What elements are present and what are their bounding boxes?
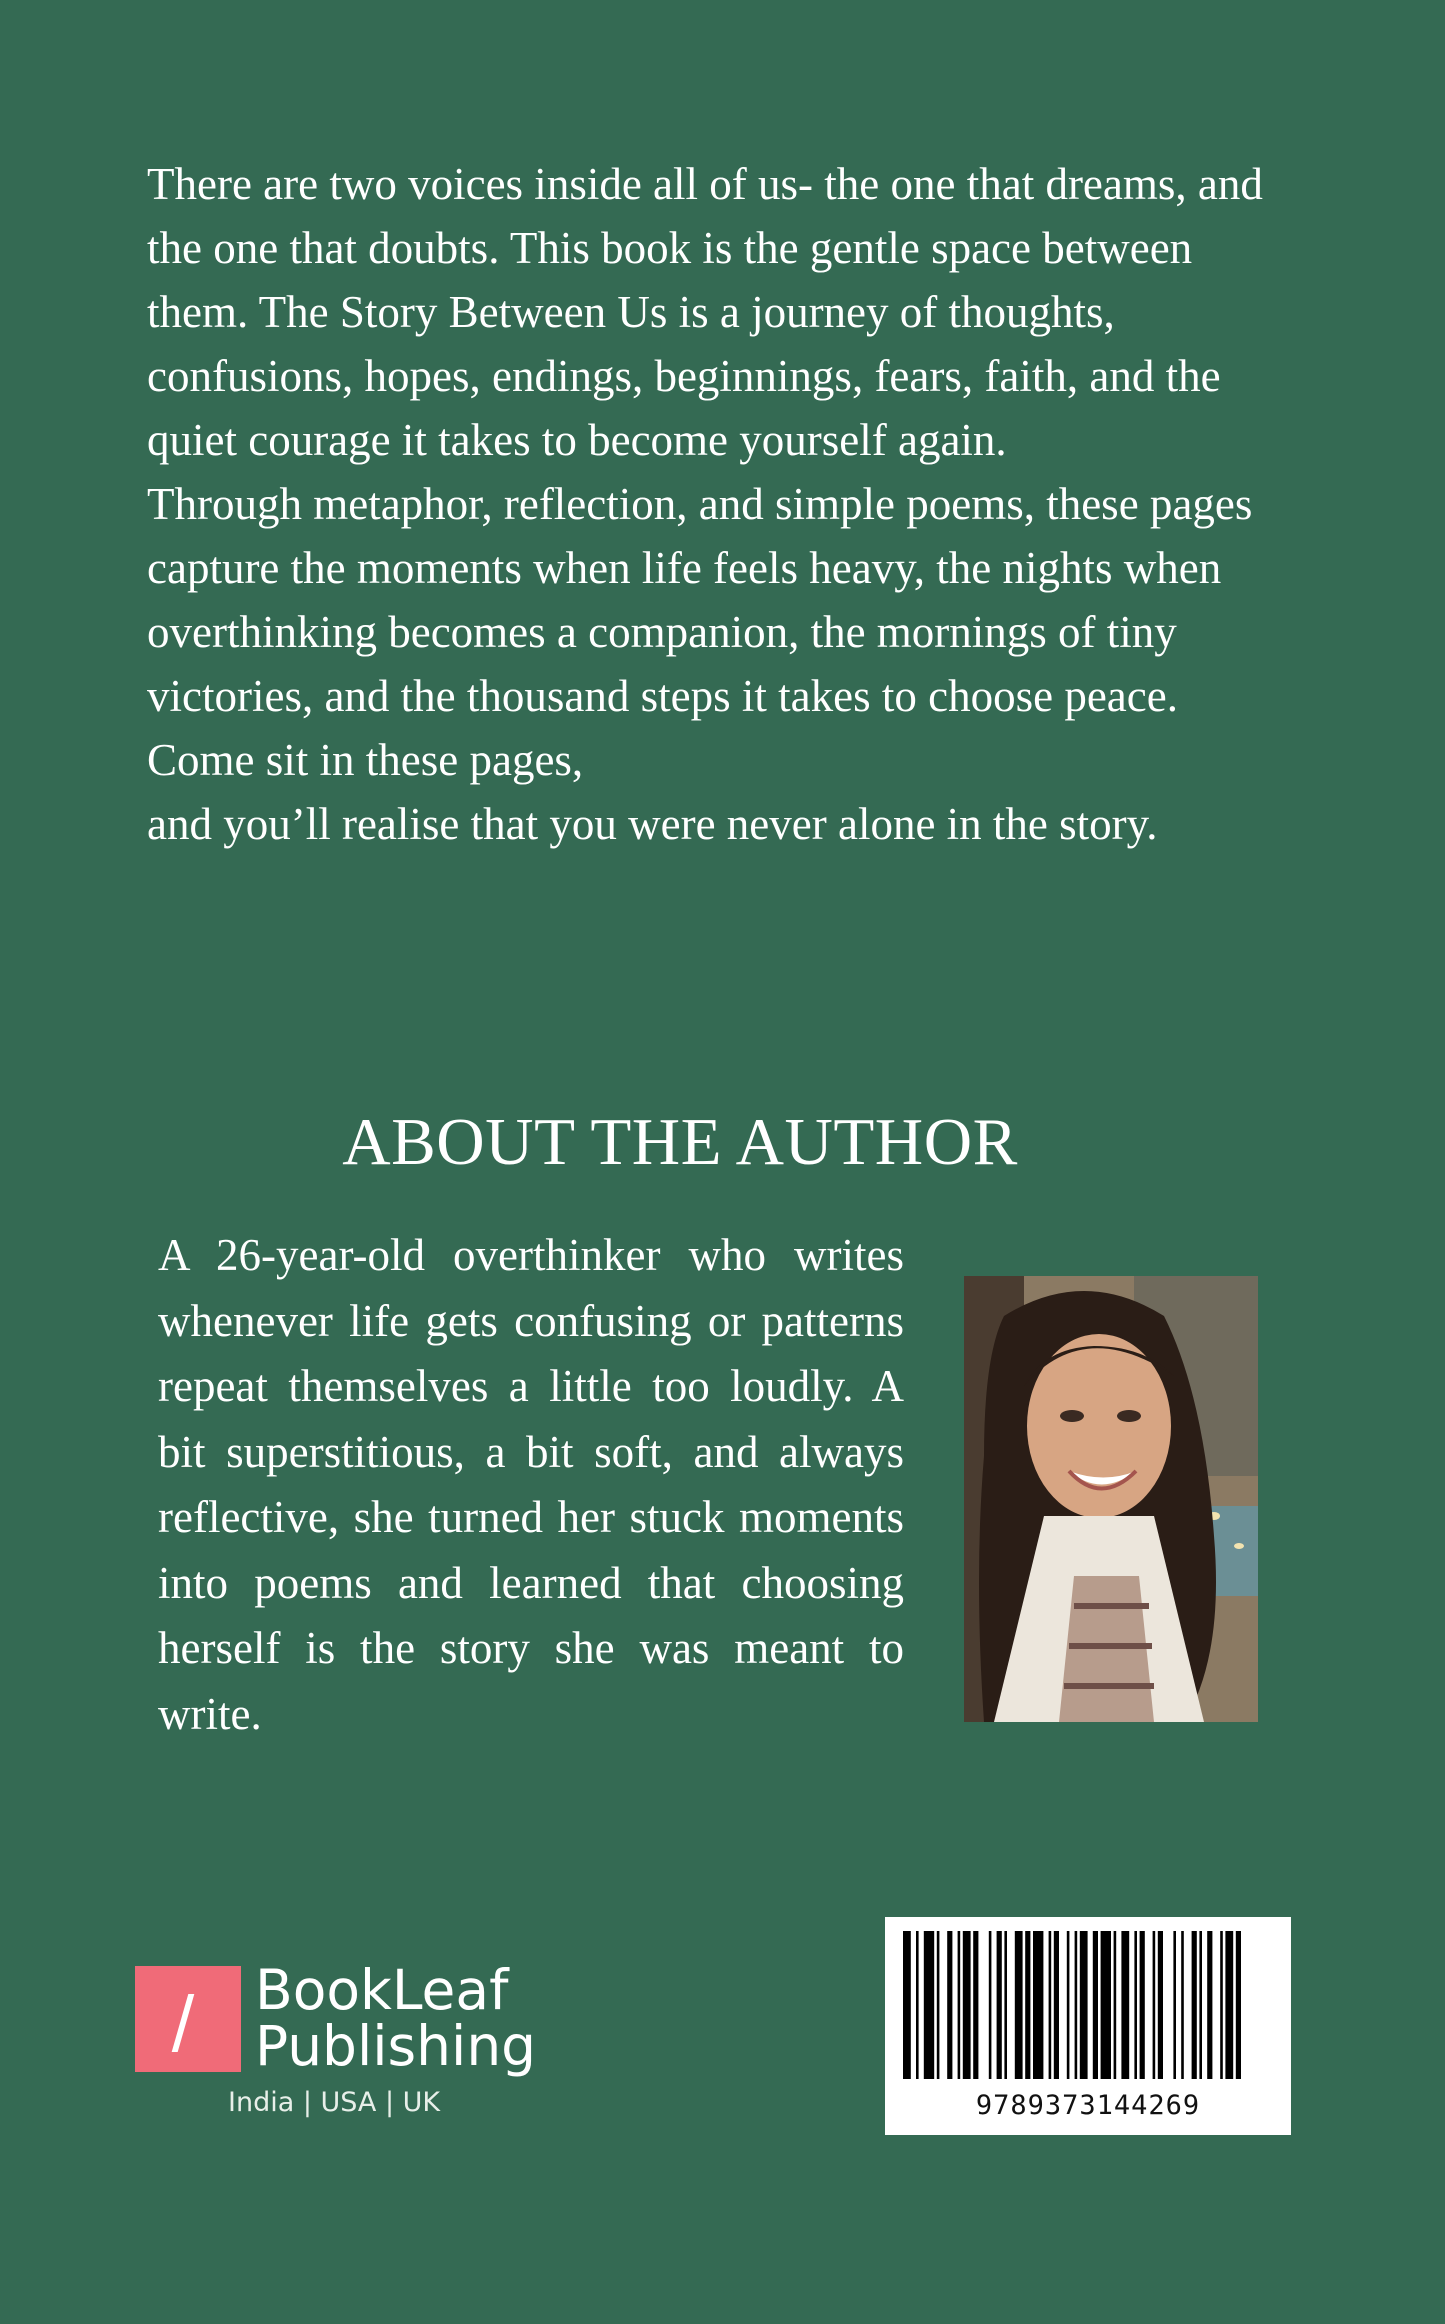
barcode-bar (1153, 1931, 1156, 2079)
barcode-bar (1080, 1931, 1088, 2079)
barcode-bar (937, 1931, 940, 2079)
blurb-paragraph: Through metaphor, reflection, and simple poems, these pages capture the moments when life feels heavy, the nights when overthinking becomes a companion, the mornings of tiny victories, and the thousand steps it takes to choose peace. (147, 479, 1253, 721)
blurb-paragraph-line: and you’ll realise that you were never alone in the story. (147, 799, 1158, 849)
barcode-bar (1121, 1931, 1129, 2079)
barcode-bar (1114, 1931, 1117, 2079)
publisher-logo (135, 1960, 555, 2140)
barcode-bar (1140, 1931, 1145, 2079)
barcode-bar (963, 1931, 971, 2079)
barcode-bar (1075, 1931, 1078, 2079)
barcode-bar (1207, 1931, 1212, 2079)
publisher-name-line-2: Publishing (255, 2014, 537, 2078)
publisher-mark-icon (135, 1966, 241, 2072)
barcode-bar (1033, 1931, 1043, 2079)
publisher-regions: India | USA | UK (228, 2087, 441, 2118)
barcode-bar (947, 1931, 952, 2079)
barcode-bar (1236, 1931, 1241, 2079)
back-cover-blurb (147, 152, 1297, 856)
blurb-paragraph: There are two voices inside all of us- the one that dreams, and the one that doubts. This book is the gentle space between them. The Story Between Us is a journey of thoughts, confusions, hopes, endings, beginnings, fears, faith, and the quiet courage it takes to become yourself again. (147, 159, 1263, 465)
barcode-bar (973, 1931, 978, 2079)
barcode-bar (1220, 1931, 1223, 2079)
barcode-bar (1004, 1931, 1007, 2079)
barcode-bar (958, 1931, 961, 2079)
barcode-bar (1101, 1931, 1111, 2079)
isbn-number: 9789373144269 (975, 2090, 1201, 2121)
barcode-bar (903, 1931, 911, 2079)
barcode-bar (1199, 1931, 1202, 2079)
isbn-barcode (885, 1917, 1291, 2135)
barcode-bar (1049, 1931, 1052, 2079)
barcode-bar (1025, 1931, 1030, 2079)
barcode-bar (1158, 1931, 1163, 2079)
barcode-bar (1181, 1931, 1184, 2079)
about-the-author-heading: ABOUT THE AUTHOR (342, 1105, 1018, 1179)
barcode-bar (1093, 1931, 1098, 2079)
barcode-bar (1192, 1931, 1197, 2079)
barcode-bar (997, 1931, 1002, 2079)
barcode-bar (1015, 1931, 1023, 2079)
author-bio: A 26-year-old overthinker who writes whenever life gets confusing or patterns repeat themselves a little too loudly. A bit superstitious, a bit soft, and always reflective, she turned her stuck moments into poems and learned that choosing herself is the story she was meant to write. (158, 1230, 904, 1739)
author-photo (964, 1276, 1258, 1722)
barcode-bars (903, 1931, 1273, 2087)
barcode-bar (924, 1931, 934, 2079)
slash-glyph (172, 1994, 195, 2052)
barcode-bar (1054, 1931, 1059, 2079)
barcode-bar (1067, 1931, 1070, 2079)
blurb-paragraph-line: Come sit in these pages, (147, 735, 584, 785)
barcode-bar (989, 1931, 992, 2079)
barcode-bar (1225, 1931, 1233, 2079)
barcode-bar (1134, 1931, 1137, 2079)
publisher-name-line-1: BookLeaf (255, 1958, 509, 2022)
barcode-bar (1173, 1931, 1176, 2079)
barcode-bar (916, 1931, 919, 2079)
